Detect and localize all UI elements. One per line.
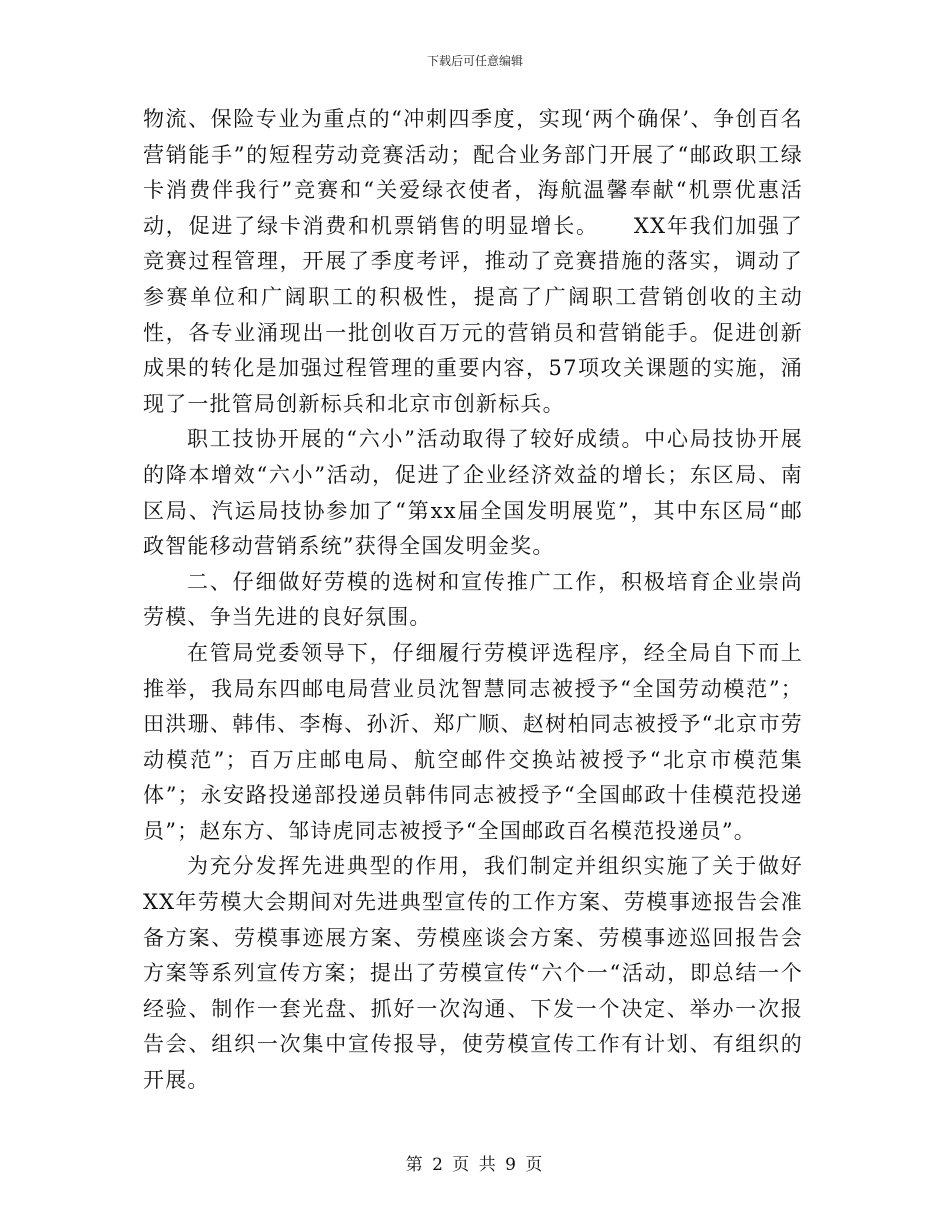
paragraph-model-worker-awards: 在管局党委领导下，仔细履行劳模评选程序，经全局自下而上推举，我局东四邮电局营业员沈智慧同志被授予“全国劳动模范”；田洪珊、韩伟、李梅、孙沂、郑广顺、赵树柏同志被授予“北京市劳动模范”；百万庄邮电局、航空邮件交换站被授予“北京市模范集体”；永安路投递部投递员韩伟同志被授予“全国邮政十佳模范投递员”；赵东方、邹诗虎同志被授予“全国邮政百名模范投递员”。 — [143, 640, 803, 843]
page-header-note: 下载后可任意编辑 — [426, 54, 523, 68]
paragraph-competition-continued: 物流、保险专业为重点的“冲刺四季度，实现‘两个确保’、争创百名营销能手”的短程劳动竞赛活动；配合业务部门开展了“邮政职工绿卡消费伴我行”竞赛和“关爱绿衣使者，海航温馨奉献“机票优惠活动，促进了绿卡消费和机票销售的明显增长。 XX年我们加强了竞赛过程管理，开展了季度考评，推动了竞赛措施的落实，调动了参赛单位和广阔职工的积极性，提高了广阔职工营销创收的主动性，各专业涌现出一批创收百万元的营销员和营销能手。促进创新成果的转化是加强过程管理的重要内容，57项攻关课题的实施，涌现了一批管局创新标兵和北京市创新标兵。 — [143, 107, 803, 416]
paragraph-six-small-activities: 职工技协开展的“六小”活动取得了较好成绩。中心局技协开展的降本增效“六小”活动，促进了企业经济效益的增长；东区局、南区局、汽运局技协参加了“第xx届全国发明展览”，其中东区局“邮政智能移动营销系统”获得全国发明金奖。 — [143, 427, 803, 559]
page-number-footer: 第 2 页 共 9 页 — [405, 1155, 545, 1175]
paragraph-publicity-plans: 为充分发挥先进典型的作用，我们制定并组织实施了关于做好XX年劳模大会期间对先进典型宣传的工作方案、劳模事迹报告会准备方案、劳模事迹展方案、劳模座谈会方案、劳模事迹巡回报告会方案等系列宣传方案；提出了劳模宣传“六个一“活动，即总结一个经验、制作一套光盘、抓好一次沟通、下发一个决定、举办一次报告会、组织一次集中宣传报导，使劳模宣传工作有计划、有组织的开展。 — [143, 854, 803, 1093]
section-heading-model-workers: 二、仔细做好劳模的选树和宣传推广工作，积极培育企业崇尚劳模、争当先进的良好氛围。 — [143, 569, 803, 630]
document-body — [143, 102, 803, 1099]
